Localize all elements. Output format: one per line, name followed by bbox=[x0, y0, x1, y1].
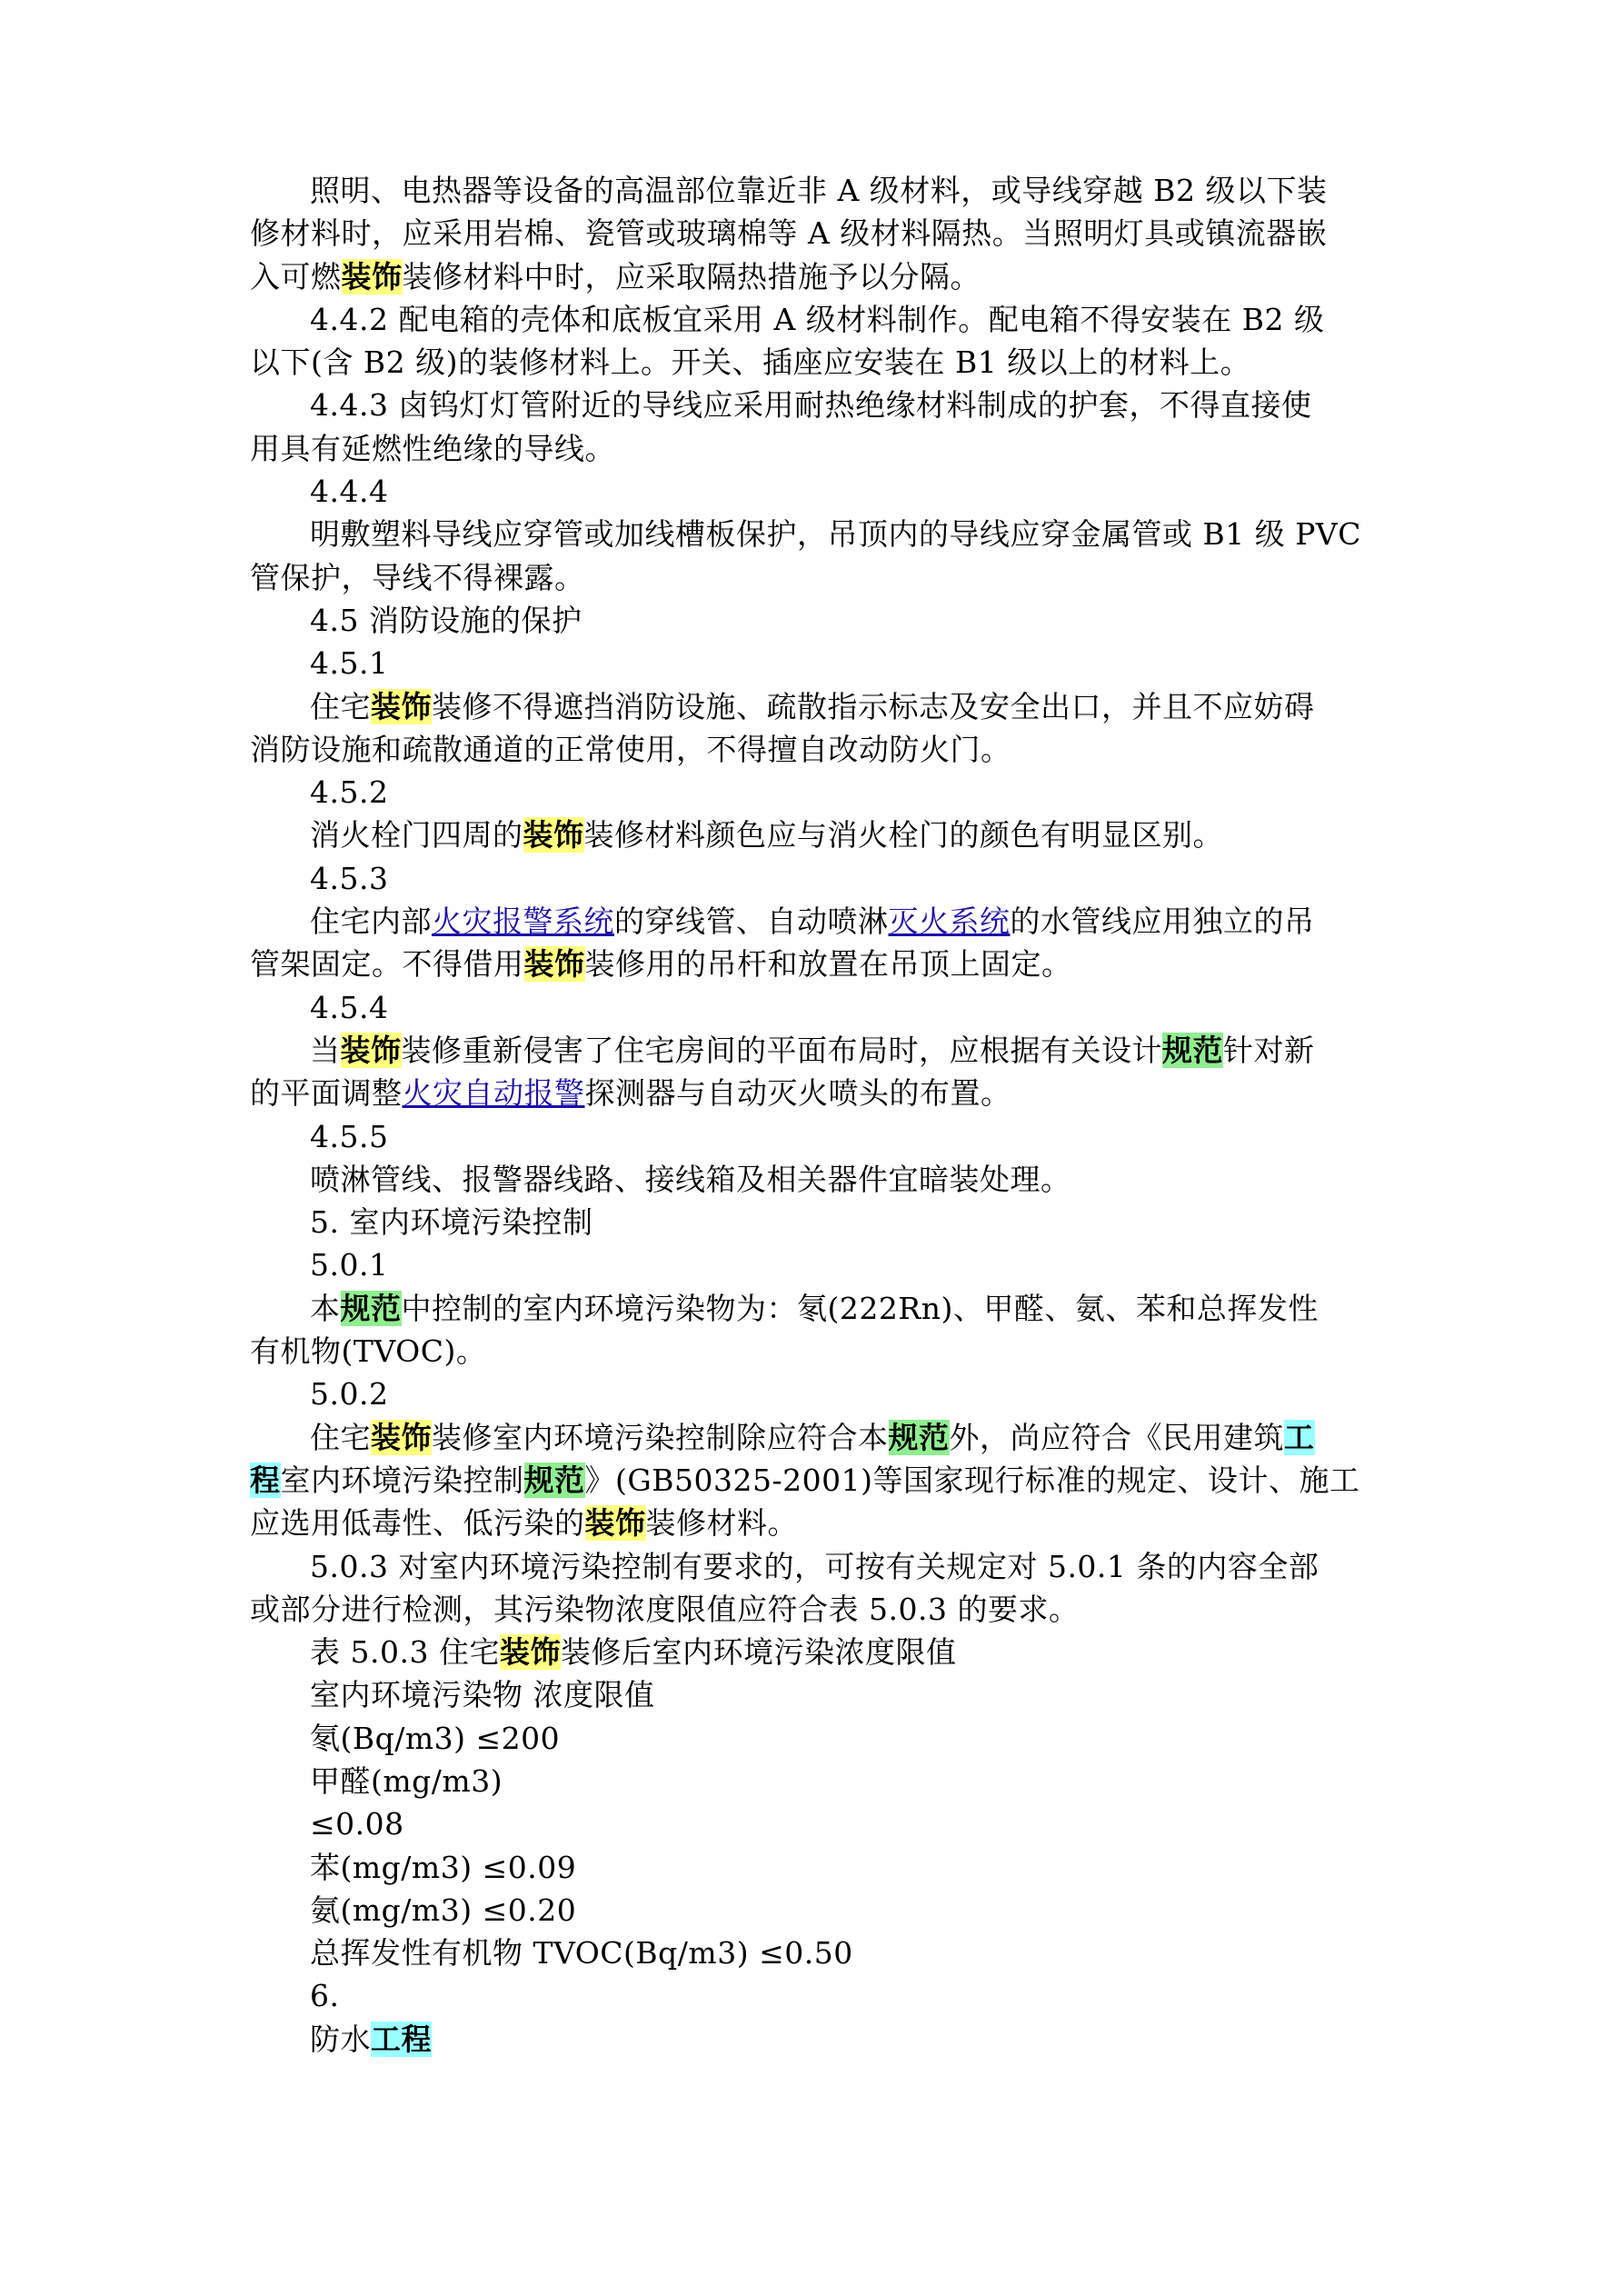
text-line bbox=[250, 1974, 1387, 2017]
highlighted-keyword: 规范 bbox=[1162, 1032, 1223, 1068]
text-run: 修材料时，应采用岩棉、瓷管或玻璃棉等 A 级材料隔热。当照明灯具或镇流器嵌 bbox=[250, 215, 1328, 252]
text-line bbox=[250, 943, 1387, 985]
text-line bbox=[250, 1072, 1387, 1114]
text-run: 当 bbox=[310, 1032, 341, 1068]
text-run: 装修不得遮挡消防设施、疏散指示标志及安全出口，并且不应妨碍 bbox=[432, 688, 1315, 724]
text-run: 住宅 bbox=[310, 688, 371, 724]
highlighted-keyword: 装饰 bbox=[584, 1505, 646, 1542]
text-line bbox=[250, 728, 1387, 771]
text-run: 管架固定。不得借用 bbox=[250, 946, 524, 983]
text-line bbox=[250, 255, 1387, 298]
text-line bbox=[250, 1373, 1387, 1415]
text-run: 》(GB50325-2001)等国家现行标准的规定、设计、施工 bbox=[584, 1462, 1360, 1498]
text-run: 外，尚应符合《民用建筑 bbox=[949, 1419, 1284, 1455]
text-run: 5.0.2 bbox=[310, 1376, 389, 1413]
text-run: 装修用的吊杆和放置在吊顶上固定。 bbox=[584, 946, 1072, 983]
text-run: 的平面调整 bbox=[250, 1075, 403, 1112]
text-run: 4.5.1 bbox=[310, 645, 389, 682]
text-run: 的水管线应用独立的吊 bbox=[1010, 903, 1315, 940]
text-line bbox=[250, 1201, 1387, 1243]
highlighted-keyword: 工程 bbox=[371, 2021, 432, 2057]
text-run: 住宅 bbox=[310, 1419, 371, 1455]
text-run: 4.4.4 bbox=[310, 474, 389, 510]
text-line bbox=[250, 1459, 1387, 1502]
highlighted-keyword: 规范 bbox=[888, 1419, 950, 1455]
text-line bbox=[250, 513, 1387, 555]
text-run: 5.0.1 bbox=[310, 1247, 389, 1283]
text-run: 4.5.5 bbox=[310, 1118, 389, 1154]
highlighted-keyword: 程 bbox=[250, 1462, 281, 1498]
text-line bbox=[250, 427, 1387, 470]
text-line bbox=[250, 857, 1387, 900]
text-run: 应选用低毒性、低污染的 bbox=[250, 1505, 585, 1542]
text-run: 氡(Bq/m3) ≤200 bbox=[310, 1720, 561, 1756]
text-line bbox=[250, 814, 1387, 856]
text-run: 照明、电热器等设备的高温部位靠近非 A 级材料，或导线穿越 B2 级以下装 bbox=[310, 173, 1328, 208]
text-run: 有机物(TVOC)。 bbox=[250, 1333, 487, 1370]
text-run: 装修室内环境污染控制除应符合本 bbox=[432, 1419, 889, 1455]
hyperlink[interactable]: 火灾自动报警 bbox=[402, 1075, 585, 1112]
text-run: 喷淋管线、报警器线路、接线箱及相关器件宜暗装处理。 bbox=[310, 1161, 1071, 1197]
text-run: 室内环境污染物 浓度限值 bbox=[310, 1677, 655, 1713]
text-line bbox=[250, 1802, 1387, 1845]
text-line bbox=[250, 1416, 1387, 1459]
text-line bbox=[250, 470, 1387, 513]
text-line bbox=[250, 341, 1387, 384]
text-run: 消火栓门四周的 bbox=[310, 817, 523, 854]
highlighted-keyword: 规范 bbox=[523, 1462, 585, 1498]
text-run: 苯(mg/m3) ≤0.09 bbox=[310, 1849, 577, 1885]
text-line bbox=[250, 1330, 1387, 1373]
text-line bbox=[250, 169, 1387, 212]
text-line bbox=[250, 642, 1387, 684]
text-line bbox=[250, 986, 1387, 1029]
highlighted-keyword: 装饰 bbox=[523, 946, 585, 983]
text-line bbox=[250, 1846, 1387, 1889]
text-run: 甲醛(mg/m3) bbox=[310, 1762, 503, 1799]
text-run: 装修后室内环境污染浓度限值 bbox=[560, 1634, 957, 1671]
text-run: 消防设施和疏散通道的正常使用，不得擅自改动防火门。 bbox=[250, 731, 1011, 767]
text-run: 装修重新侵害了住宅房间的平面布局时，应根据有关设计 bbox=[401, 1032, 1162, 1068]
text-line bbox=[250, 1673, 1387, 1716]
text-line bbox=[250, 1717, 1387, 1760]
highlighted-keyword: 装饰 bbox=[340, 1032, 402, 1068]
text-run: 装修材料中时，应采取隔热措施予以分隔。 bbox=[402, 258, 981, 294]
text-line bbox=[250, 685, 1387, 728]
text-line bbox=[250, 1115, 1387, 1158]
highlighted-keyword: 工 bbox=[1284, 1419, 1315, 1455]
highlighted-keyword: 装饰 bbox=[341, 258, 403, 294]
text-run: 的穿线管、自动喷淋 bbox=[614, 903, 889, 940]
text-run: 针对新 bbox=[1223, 1032, 1315, 1068]
hyperlink[interactable]: 灭火系统 bbox=[888, 903, 1011, 940]
highlighted-keyword: 规范 bbox=[340, 1290, 402, 1326]
text-run: 总挥发性有机物 TVOC(Bq/m3) ≤0.50 bbox=[310, 1935, 853, 1972]
hyperlink[interactable]: 火灾报警系统 bbox=[432, 903, 614, 940]
text-run: 防水 bbox=[310, 2021, 371, 2057]
text-run: ≤0.08 bbox=[310, 1806, 404, 1842]
text-run: 入可燃 bbox=[250, 258, 342, 294]
text-line bbox=[250, 1287, 1387, 1330]
highlighted-keyword: 装饰 bbox=[371, 688, 432, 724]
text-line bbox=[250, 1889, 1387, 1932]
text-line bbox=[250, 1588, 1387, 1631]
text-line bbox=[250, 212, 1387, 255]
text-line bbox=[250, 298, 1387, 341]
text-run: 住宅内部 bbox=[310, 903, 432, 940]
text-run: 表 5.0.3 住宅 bbox=[310, 1634, 500, 1671]
text-line bbox=[250, 1760, 1387, 1802]
text-line bbox=[250, 1502, 1387, 1544]
text-run: 4.4.3 卤钨灯灯管附近的导线应采用耐热绝缘材料制成的护套，不得直接使 bbox=[310, 387, 1312, 424]
text-run: 明敷塑料导线应穿管或加线槽板保护，吊顶内的导线应穿金属管或 B1 级 PVC bbox=[310, 516, 1362, 553]
text-line bbox=[250, 556, 1387, 599]
text-line bbox=[250, 900, 1387, 943]
text-run: 以下(含 B2 级)的装修材料上。开关、插座应安装在 B1 级以上的材料上。 bbox=[250, 344, 1251, 381]
text-run: 氨(mg/m3) ≤0.20 bbox=[310, 1892, 577, 1928]
text-line bbox=[250, 1029, 1387, 1072]
text-line bbox=[250, 1545, 1387, 1588]
document-body bbox=[250, 169, 1387, 2061]
text-line bbox=[250, 1158, 1387, 1201]
text-run: 或部分进行检测，其污染物浓度限值应符合表 5.0.3 的要求。 bbox=[250, 1591, 1080, 1627]
text-run: 4.5 消防设施的保护 bbox=[310, 602, 582, 638]
text-run: 6. bbox=[310, 1978, 340, 2014]
text-run: 本 bbox=[310, 1290, 341, 1326]
text-line bbox=[250, 599, 1387, 642]
text-run: 室内环境污染控制 bbox=[280, 1462, 524, 1498]
text-run: 5.0.3 对室内环境污染控制有要求的，可按有关规定对 5.0.1 条的内容全部 bbox=[310, 1548, 1319, 1584]
text-run: 中控制的室内环境污染物为：氡(222Rn)、甲醛、氨、苯和总挥发性 bbox=[401, 1290, 1319, 1326]
text-run: 4.4.2 配电箱的壳体和底板宜采用 A 级材料制作。配电箱不得安装在 B2 级 bbox=[310, 301, 1325, 337]
text-line bbox=[250, 1243, 1387, 1286]
text-run: 用具有延燃性绝缘的导线。 bbox=[250, 430, 615, 466]
text-run: 装修材料颜色应与消火栓门的颜色有明显区别。 bbox=[583, 817, 1223, 854]
text-run: 管保护，导线不得裸露。 bbox=[250, 559, 585, 595]
text-run: 探测器与自动灭火喷头的布置。 bbox=[584, 1075, 1011, 1112]
text-line bbox=[250, 1932, 1387, 1974]
text-run: 4.5.3 bbox=[310, 860, 389, 896]
highlighted-keyword: 装饰 bbox=[523, 817, 584, 854]
text-line bbox=[250, 1631, 1387, 1673]
highlighted-keyword: 装饰 bbox=[499, 1634, 561, 1671]
text-run: 4.5.2 bbox=[310, 774, 389, 811]
text-line bbox=[250, 2018, 1387, 2061]
text-run: 4.5.4 bbox=[310, 989, 389, 1025]
text-line bbox=[250, 771, 1387, 814]
text-line bbox=[250, 384, 1387, 426]
text-run: 装修材料。 bbox=[645, 1505, 798, 1542]
highlighted-keyword: 装饰 bbox=[371, 1419, 432, 1455]
text-run: 5. 室内环境污染控制 bbox=[310, 1204, 593, 1241]
